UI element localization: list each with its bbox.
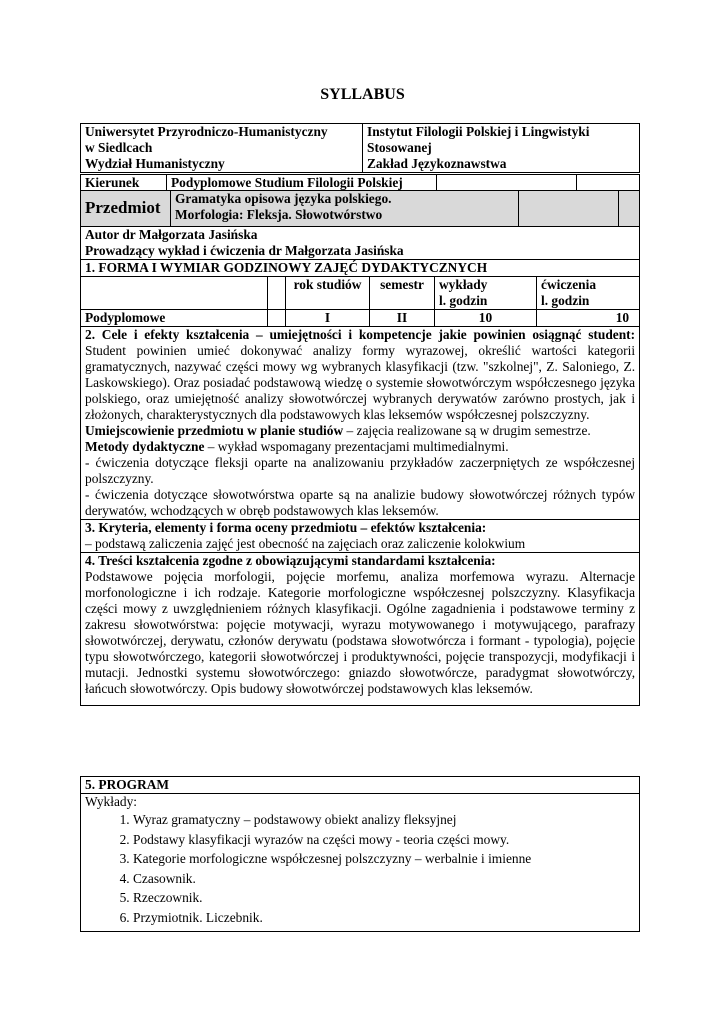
list-item: 4. Czasownik. <box>133 869 635 889</box>
author-cell <box>81 227 640 260</box>
methods-label: Metody dydaktyczne <box>85 439 205 454</box>
section4-cell <box>81 553 640 706</box>
lectures-header-line1: wykłady <box>439 277 488 292</box>
section3-text: – podstawą zaliczenia zajęć jest obecność na zajęciach oraz zaliczenie kolokwium <box>85 536 526 551</box>
semester-value: II <box>370 310 435 327</box>
exercises-header <box>537 277 640 310</box>
kierunek-label: Kierunek <box>81 175 167 192</box>
exercises-header-line1: ćwiczenia <box>541 277 597 292</box>
list-item: 5. Rzeczownik. <box>133 888 635 908</box>
przedmiot-line1: Gramatyka opisowa języka polskiego. <box>175 191 392 206</box>
placement-text: – zajęcia realizowane są w drugim semestrze. <box>343 423 591 438</box>
exercises-value: 10 <box>537 310 640 327</box>
list-item: 1. Wyraz gramatyczny – podstawowy obiekt analizy fleksyjnej <box>133 810 635 830</box>
list-item: 3. Kategorie morfologiczne współczesnej polszczyzny – werbalnie i imienne <box>133 849 635 869</box>
lectures-value: 10 <box>435 310 537 327</box>
program-cell <box>81 794 640 932</box>
main-table <box>80 226 640 706</box>
document-title: SYLLABUS <box>320 86 405 103</box>
exercises-header-line2: l. godzin <box>541 293 590 308</box>
section2-goals: Student powinien umieć dokonywać analizy formy wyrazowej, określić wartości kategorii gramatycznych, nazywać części mowy wg wybranych klasyfikacji (tzw. "szkolnej", Z. Saloniego, Z. Laskowskiego). Oraz posiadać podstawową wiedzę o systemie słowotwórczym współczesnego języka polskiego, oraz umiejętność analizy słowotwórczej wybranych derywatów zarówno prostych, jak i złożonych, charakterystycznych dla podstawowych klas leksemów współczesnej polszczyzny. <box>85 343 636 422</box>
year-value: I <box>286 310 370 327</box>
lectures-header-line2: l. godzin <box>439 293 488 308</box>
section4-text: Podstawowe pojęcia morfologii, pojęcie morfemu, analiza morfemowa wyrazu. Alternacje morfonologiczne i ich rodzaje. Kategorie morfologiczne współczesnej polszczyzny. Klasyfikacja części mowy z uwzględnieniem różnych klasyfikacji. Ogólne zagadnienia i podstawowe terminy z zakresu słowotwórstwa: pojęcie motywacji, wyrazu motywowanego i motywującego, parafrazy słowotwórczej, derywatu, członów derywatu (podstawa słowotwórcza i formant - typologia), pojęcie typu słowotwórczego, kategorii słowotwórczej i produktywności, pojęcie transpozycji, modyfikacji i mutacji. Jednostki systemu słowotwórczego: gniazdo słowotwórcze, paradygmat słowotwórczy, łańcuch słowotwórczy. Opis budowy słowotwórczej podstawowych klas leksemów. <box>85 569 636 696</box>
institute-line1: Instytut Filologii Polskiej i Lingwistyki <box>367 124 590 139</box>
department: Zakład Językoznawstwa <box>367 156 507 171</box>
methods-text: – wykład wspomagany prezentacjami multimedialnymi. <box>204 439 509 454</box>
author-line: Autor dr Małgorzata Jasińska <box>85 227 258 242</box>
placement-label: Umiejscowienie przedmiotu w planie studiów <box>85 423 344 438</box>
przedmiot-value-cell <box>171 191 519 227</box>
exercise-item-2: - ćwiczenia dotyczące słowotwórstwa oparte są na analizie budowy słowotwórczej różnych typów derywatów, wchodzących w obręb podstawowych klas leksemów. <box>85 487 636 518</box>
program-table <box>80 776 640 932</box>
lectures-header <box>435 277 537 310</box>
kierunek-empty-1 <box>437 175 577 192</box>
form-header-empty <box>81 277 268 310</box>
section5-heading: 5. PROGRAM <box>81 777 640 794</box>
list-item: 6. Przymiotnik. Liczebnik. <box>133 908 635 928</box>
kierunek-value: Podyplomowe Studium Filologii Polskiej <box>167 175 437 192</box>
section2-cell <box>81 327 640 520</box>
section3-cell <box>81 520 640 553</box>
university-line1: Uniwersytet Przyrodniczo-Humanistyczny <box>85 124 328 139</box>
program-sub: Wykłady: <box>85 794 137 809</box>
przedmiot-label-cell <box>81 191 171 227</box>
program-list <box>85 810 635 927</box>
kierunek-empty-2 <box>577 175 640 192</box>
section2-heading: 2. Cele i efekty kształcenia – umiejętności i kompetencje jakie powinien osiągnąć student: <box>85 327 636 342</box>
form-value: Podyplomowe <box>81 310 268 327</box>
section4-heading: 4. Treści kształcenia zgodne z obowiązującymi standardami kształcenia: <box>85 553 496 568</box>
form-header-gap <box>268 277 286 310</box>
faculty: Wydział Humanistyczny <box>85 156 225 171</box>
przedmiot-line2: Morfologia: Fleksja. Słowotwórstwo <box>175 207 383 222</box>
lecturer-line: Prowadzący wykład i ćwiczenia dr Małgorzata Jasińska <box>85 243 404 258</box>
semester-header: semestr <box>370 277 435 310</box>
przedmiot-empty-2 <box>619 191 640 227</box>
przedmiot-empty-1 <box>519 191 619 227</box>
university-line2: w Siedlcach <box>85 140 153 155</box>
form-value-gap <box>268 310 286 327</box>
exercise-item-1: - ćwiczenia dotyczące fleksji oparte na analizowaniu przykładów zaczerpniętych ze współczesnej polszczyzny. <box>85 455 636 486</box>
institute-line2: Stosowanej <box>367 140 432 155</box>
year-header: rok studiów <box>286 277 370 310</box>
institute-cell <box>363 124 640 173</box>
przedmiot-table <box>80 190 640 227</box>
list-item: 2. Podstawy klasyfikacji wyrazów na części mowy - teoria części mowy. <box>133 830 635 850</box>
header-table <box>80 123 640 173</box>
przedmiot-label: Przedmiot <box>85 198 161 217</box>
section1-heading: 1. FORMA I WYMIAR GODZINOWY ZAJĘĆ DYDAKTYCZNYCH <box>81 260 640 277</box>
university-cell <box>81 124 363 173</box>
section3-heading: 3. Kryteria, elementy i forma oceny przedmiotu – efektów kształcenia: <box>85 520 487 535</box>
